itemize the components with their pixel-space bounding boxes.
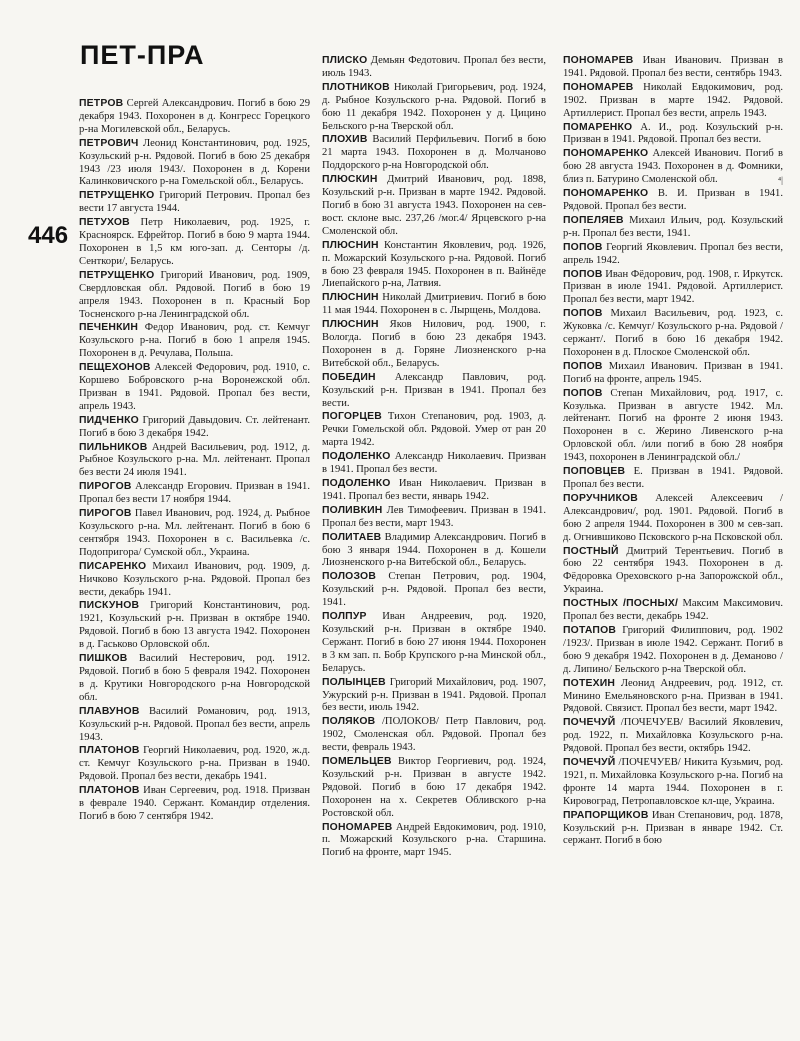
list-item xyxy=(563,757,783,809)
entry-text: Михаил Иванович. Призван в 1941. Погиб на фронте, апрель 1945. xyxy=(563,360,783,385)
entry-text: Лев Тимофеевич. Призван в 1941. Пропал без вести, март 1943. xyxy=(322,504,546,529)
entry-surname: ПОПОВ xyxy=(563,308,603,320)
entry-surname: ПОПОВ xyxy=(563,268,603,280)
entry-surname: ПОЛИТАЕВ xyxy=(322,531,382,543)
column-1 xyxy=(79,98,310,1041)
list-item xyxy=(563,361,783,387)
entry-surname: ПИДЧЕНКО xyxy=(79,414,139,426)
entry-surname: ПОПЕЛЯЕВ xyxy=(563,214,624,226)
list-item xyxy=(79,706,310,745)
entry-text: Иван Степанович, род. 1878, Козульский р-н. Призван в январе 1942. Ст. сержант. Погиб в бою xyxy=(563,809,783,847)
list-item xyxy=(79,190,310,216)
entry-text: Василий Перфильевич. Погиб в бою 21 марта 1943. Похоронен в д. Молчаново Поддорского р-на Новгородской обл. xyxy=(322,134,546,172)
entry-surname: ПЕТРОВИЧ xyxy=(79,137,139,149)
entry-text: Дмитрий Терентьевич. Погиб в бою 22 сентября 1943. Похоронен в д. Фёдоровка Ореховского р-на Запорожской обл., Украина. xyxy=(563,545,783,596)
list-item xyxy=(79,322,310,361)
entry-surname: ПИСАРЕНКО xyxy=(79,560,147,572)
entry-surname: ПОНОМАРЕВ xyxy=(563,55,634,66)
list-item xyxy=(563,148,783,187)
entry-text: Григорий Иванович, род. 1909, Свердловская обл. Рядовой. Погиб в бою 19 апреля 1943. Похоронен в п. Красный Бор Тосненского р-на Ленинградской обл. xyxy=(79,269,310,320)
list-item xyxy=(563,269,783,308)
list-item xyxy=(563,717,783,756)
entry-text: Степан Петрович, род. 1904, Козульский р-н. Рядовой. Пропал без вести, 1941. xyxy=(322,571,546,609)
list-item xyxy=(79,600,310,652)
entry-surname: ПЕТРУЩЕНКО xyxy=(79,190,155,202)
list-item xyxy=(563,546,783,598)
entry-surname: ПЕТУХОВ xyxy=(79,217,130,229)
entry-surname: ПОТАПОВ xyxy=(563,624,617,636)
entry-text: Павел Иванович, род. 1924, д. Рыбное Козульского р-на. Мл. лейтенант. Погиб в бою 6 сентября 1943. Похоронен в с. Васильевка /с. Подопригора/ Сумской обл., Украина. xyxy=(79,508,310,558)
entry-surname: ПОТЕХИН xyxy=(563,677,616,689)
entry-surname: ПИЛЬНИКОВ xyxy=(79,441,148,453)
entry-text: Михаил Васильевич, род. 1923, с. Жуковка /с. Кемчуг/ Козульского р-на. Рядовой /сержант/. Погиб в бою 16 декабря 1942. Похоронен в д. Плоское Смоленской обл. xyxy=(563,308,783,358)
list-item xyxy=(322,240,546,292)
entry-text: Александр Николаевич. Призван в 1941. Пропал без вести. xyxy=(322,451,546,476)
entry-text: Константин Яковлевич, род. 1926, п. Можарский Козульского р-на. Рядовой. Погиб в бою 23 февраля 1945. Похоронен в п. Вайнёде Лиепайского р-на, Латвия. xyxy=(322,239,546,290)
column-2 xyxy=(322,55,546,1041)
margin-marker: ⁴| xyxy=(778,175,783,185)
list-item xyxy=(322,319,546,371)
entry-surname: ПЕЧЕНКИН xyxy=(79,322,139,334)
entry-text: /ПОЛОКОВ/ Петр Павлович, род. 1902, Смоленская обл. Рядовой. Пропал без вести, февраль 1943. xyxy=(322,716,546,754)
entry-text: /ПОЧЕЧУЕВ/ Никита Кузьмич, род. 1921, п. Михайловка Козульского р-на. Погиб на фронте 14 марта 1944. Похоронен в г. Кировоград, Петропавловское кл-ще, Украина. xyxy=(563,757,783,807)
entry-surname: ПОНОМАРЕВ xyxy=(563,81,634,93)
entry-surname: ПОПОВ xyxy=(563,241,603,253)
list-item xyxy=(79,442,310,481)
entry-text: Николай Григорьевич, род. 1924, д. Рыбное Козульского р-на. Рядовой. Погиб в бою 11 декабря 1942. Похоронен у д. Цицино Бельского р-на Тверской обл. xyxy=(322,81,546,132)
list-item xyxy=(563,242,783,268)
list-item xyxy=(322,134,546,173)
entry-text: Демьян Федотович. Пропал без вести, июль 1943. xyxy=(322,55,546,79)
entry-text: Николай Дмитриевич. Погиб в бою 11 мая 1944. Похоронен в с. Лырщень, Молдова. xyxy=(322,292,546,317)
entry-text: Леонид Андреевич, род. 1912, ст. Минино Емельяновского р-на. Призван в 1941. Рядовой. Связист. Пропал без вести, март 1942. xyxy=(563,677,783,715)
entry-text: Григорий Давыдович. Ст. лейтенант. Погиб в бою 3 декабря 1942. xyxy=(79,414,310,439)
entry-surname: ПОНОМАРЕНКО xyxy=(563,148,649,160)
entry-text: Михаил Ильич, род. Козульский р-н. Пропал без вести, 1941. xyxy=(563,214,783,239)
entry-text: /ПОЧЕЧУЕВ/ Василий Яковлевич, род. 1922, п. Михайловка Козульского р-на. Рядовой. Пропал без вести, октябрь 1942. xyxy=(563,717,783,755)
entry-surname: ПОБЕДИН xyxy=(322,371,376,383)
page-number: 446 xyxy=(28,222,69,249)
entry-surname: ПОДОЛЕНКО xyxy=(322,451,391,463)
list-item xyxy=(322,677,546,716)
page-title: ПЕТ-ПРА xyxy=(80,40,205,70)
entry-surname: ПЕТРОВ xyxy=(79,98,124,109)
entry-surname: ПЛЮСНИН xyxy=(322,319,379,331)
list-item xyxy=(79,653,310,705)
entry-text: Виктор Георгиевич, род. 1924, Козульский р-н. Призван в августе 1942. Рядовой. Погиб в бою 17 декабря 1942. Похоронен на х. Секретев Обливского р-на Ростовской обл. xyxy=(322,756,546,819)
entry-text: Иван Фёдорович, род. 1908, г. Иркутск. Призван в июле 1941. Рядовой. Артиллерист. Пропал без вести, март 1942. xyxy=(563,268,783,306)
entry-surname: ПОЛЫНЦЕВ xyxy=(322,676,386,688)
entry-text: Е. Призван в 1941. Рядовой. Пропал без вести. xyxy=(563,466,783,490)
entry-surname: ПОЧЕЧУЙ xyxy=(563,757,616,769)
list-item xyxy=(563,598,783,624)
entry-surname: ПОПОВ xyxy=(563,360,603,372)
entry-surname: ПИРОГОВ xyxy=(79,481,132,493)
entry-text: Сергей Александрович. Погиб в бою 29 декабря 1943. Похоронен в д. Конгресс Горецкого р-на Могилевской обл., Беларусь. xyxy=(79,98,310,135)
entry-surname: ПОРУЧНИКОВ xyxy=(563,492,639,504)
entry-text: Максим Максимович. Пропал без вести, декабрь 1942. xyxy=(563,598,783,623)
entry-surname: ПОЧЕЧУЙ xyxy=(563,717,616,729)
list-item xyxy=(79,362,310,414)
list-item xyxy=(79,415,310,441)
entry-text: Тихон Степанович, род. 1903, д. Речки Гомельской обл. Рядовой. Умер от ран 20 марта 1942. xyxy=(322,411,546,449)
list-item xyxy=(79,785,310,824)
entry-text: Дмитрий Иванович, род. 1898, Козульский р-н. Призван в марте 1942. Рядовой. Погиб в бою 31 августа 1943. Похоронен на сев-вост. склоне выс. 237,26 /мог.4/ Ярцевского р-на Смоленской обл. xyxy=(322,174,546,237)
list-item xyxy=(322,174,546,239)
list-item xyxy=(79,508,310,560)
list-item xyxy=(563,55,783,81)
entry-surname: ПИШКОВ xyxy=(79,653,128,665)
list-item xyxy=(322,478,546,504)
list-item xyxy=(79,138,310,190)
entry-surname: ПЛОХИВ xyxy=(322,134,368,146)
list-item xyxy=(79,217,310,269)
list-item xyxy=(322,822,546,861)
entry-text: В. И. Призван в 1941. Рядовой. Пропал без вести. xyxy=(563,188,783,212)
entry-surname: ПОПОВ xyxy=(563,387,603,399)
entry-surname: ПРАПОРЩИКОВ xyxy=(563,809,649,821)
entry-text: Николай Евдокимович, род. 1902. Призван в марте 1942. Рядовой. Артиллерист. Пропал без вести, апрель 1943. xyxy=(563,81,783,119)
entry-text: Иван Иванович. Призван в 1941. Рядовой. Пропал без вести, сентябрь 1943. xyxy=(563,55,783,79)
entry-surname: ПОМАРЕНКО xyxy=(563,121,633,133)
list-item xyxy=(563,188,783,214)
entry-surname: ПОЛИВКИН xyxy=(322,504,383,516)
list-item xyxy=(322,756,546,821)
list-item xyxy=(79,98,310,137)
entry-surname: ПОЛЯКОВ xyxy=(322,716,376,728)
entry-text: Александр Павлович, род. Козульский р-н. Призван в 1941. Пропал без вести. xyxy=(322,371,546,409)
list-item xyxy=(79,270,310,322)
entry-surname: ПИСКУНОВ xyxy=(79,600,140,612)
entry-text: Иван Андреевич, род. 1920, Козульский р-н. Призван в октябре 1940. Сержант. Погиб в бою 27 июня 1944. Похоронен в 3 км зап. п. Бобр Крупского р-на Минской обл., Беларусь. xyxy=(322,611,546,674)
list-item xyxy=(563,122,783,148)
entry-text: Алексей Иванович. Погиб в бою 28 августа 1943. Похоронен в д. Фомники, близ п. Батурино Смоленской обл. xyxy=(563,148,783,186)
entry-text: Яков Нилович, род. 1900, г. Вологда. Погиб в бою 23 декабря 1943. Похоронен в д. Горяне Лиозненского р-на Витебской обл., Беларусь. xyxy=(322,319,546,369)
entry-surname: ПОЛПУР xyxy=(322,611,367,623)
list-item xyxy=(322,292,546,318)
entry-surname: ПИРОГОВ xyxy=(79,508,132,520)
entry-surname: ПОСТНЫЙ xyxy=(563,545,619,557)
entry-text: Иван Сергеевич, род. 1918. Призван в феврале 1940. Сержант. Командир отделения. Погиб в бою 7 сентября 1942. xyxy=(79,785,310,822)
entry-text: Петр Николаевич, род. 1925, г. Красноярск. Ефрейтор. Погиб в бою 9 марта 1944. Похоронен в 1,5 км юго-зап. д. Сенторы /д. Сенткори/, Беларусь. xyxy=(79,217,310,267)
entry-surname: ПОНОМАРЕНКО xyxy=(563,188,649,200)
entry-surname: ПОГОРЦЕВ xyxy=(322,411,382,423)
entry-text: А. И., род. Козульский р-н. Призван в 1941. Рядовой. Пропал без вести. xyxy=(563,121,783,146)
list-item xyxy=(322,82,546,134)
list-item xyxy=(322,571,546,610)
entry-text: Андрей Васильевич, род. 1912, д. Рыбное Козульского р-на. Мл. лейтенант. Пропал без вести 24 июля 1941. xyxy=(79,441,310,479)
list-item xyxy=(322,611,546,676)
list-item xyxy=(322,716,546,755)
list-item xyxy=(563,308,783,360)
list-item xyxy=(563,388,783,465)
list-item xyxy=(322,532,546,571)
list-item xyxy=(563,493,783,545)
list-item xyxy=(322,372,546,411)
entry-text: Владимир Александрович. Погиб в бою 3 января 1944. Похоронен в д. Кошели Лиозненского р-на Витебской обл., Беларусь. xyxy=(322,531,546,569)
entry-text: Степан Михайлович, род. 1917, с. Козулька. Призван в августе 1942. Мл. лейтенант. Погиб на фронте 2 июня 1943. Похоронен в с. Жерино Ливенского р-на Орловской обл. /или погиб в бою 28 ноября 1943, похоронен в Ленинградской обл./ xyxy=(563,387,783,464)
entry-surname: ПЛАТОНОВ xyxy=(79,745,140,757)
list-item xyxy=(322,55,546,81)
list-item xyxy=(563,215,783,241)
entry-text: Василий Нестерович, род. 1912. Рядовой. Погиб в бою 5 февраля 1942. Похоронен в д. Крутики Новгородского р-на Новгородской обл. xyxy=(79,653,310,703)
entry-surname: ПОДОЛЕНКО xyxy=(322,478,391,489)
list-item xyxy=(563,625,783,677)
entry-text: Георгий Яковлевич. Пропал без вести, апрель 1942. xyxy=(563,241,783,266)
entry-surname: ПОЛОЗОВ xyxy=(322,571,377,583)
entry-surname: ПЛОТНИКОВ xyxy=(322,81,390,93)
entry-surname: ПЛЮСНИН xyxy=(322,239,379,251)
entry-text: Алексей Федорович, род. 1910, с. Коршево Бобровского р-на Воронежской обл. Призван в 1941. Рядовой. Пропал без вести, апрель 1943. xyxy=(79,362,310,412)
entry-text: Иван Николаевич. Призван в 1941. Пропал без вести, январь 1942. xyxy=(322,478,546,502)
entry-text: Андрей Евдокимович, род. 1910, п. Можарский Козульского р-на. Старшина. Погиб на фронте, март 1945. xyxy=(322,821,546,859)
list-item xyxy=(322,451,546,477)
entry-surname: ПЛЮСКИН xyxy=(322,174,378,186)
entry-text: Григорий Константинович, род. 1921, Козульский р-н. Призван в октябре 1940. Рядовой. Погиб в бою 13 августа 1942. Похоронен в д. Гаськово Орловской обл. xyxy=(79,600,310,651)
entry-surname: ПОМЕЛЬЦЕВ xyxy=(322,756,392,768)
list-item xyxy=(79,561,310,600)
entry-text: Григорий Михайлович, род. 1907, Ужурский р-н. Призван в 1941. Рядовой. Пропал без вести, июль 1942. xyxy=(322,676,546,714)
entry-surname: ПЛЮСНИН xyxy=(322,292,379,304)
entry-text: Федор Иванович, род. ст. Кемчуг Козульского р-на. Погиб в бою 1 апреля 1945. Похоронен в д. Речулава, Польша. xyxy=(79,322,310,360)
entry-surname: ПОНОМАРЕВ xyxy=(322,821,393,833)
entry-text: Георгий Николаевич, род. 1920, ж.д. ст. Кемчуг Козульского р-на. Призван в 1940. Рядовой. Пропал без вести, декабрь 1941. xyxy=(79,745,310,783)
entry-surname: ПОСТНЫХ /ПОСНЫХ/ xyxy=(563,598,679,610)
entry-text: Григорий Филиппович, род. 1902 /1923/. Призван в июле 1942. Сержант. Погиб в бою 9 декабря 1942. Похоронен в д. Деманово /д. Липино/ Бельского р-на Тверской обл. xyxy=(563,624,783,675)
list-item xyxy=(563,466,783,492)
list-item xyxy=(79,745,310,784)
column-3 xyxy=(563,55,783,1041)
entry-text: Григорий Петрович. Пропал без вести 17 августа 1944. xyxy=(79,190,310,215)
entry-text: Леонид Константинович, род. 1925, Козульский р-н. Рядовой. Погиб в бою 25 декабря 1943 /23 июля 1943/. Похоронен в д. Корени Калинковичского р-на Гомельской обл., Беларусь. xyxy=(79,137,310,188)
entry-surname: ПОПОВЦЕВ xyxy=(563,466,626,478)
entry-surname: ПЛИСКО xyxy=(322,55,368,66)
list-item xyxy=(563,810,783,849)
list-item xyxy=(79,481,310,507)
entry-surname: ПЕЩЕХОНОВ xyxy=(79,362,151,374)
entry-surname: ПЕТРУЩЕНКО xyxy=(79,269,155,281)
entry-text: Василий Романович, род. 1913, Козульский р-н. Рядовой. Пропал без вести, апрель 1943. xyxy=(79,705,310,743)
entry-text: Михаил Иванович, род. 1909, д. Ничково Козульского р-на. Рядовой. Пропал без вести, декабрь 1941. xyxy=(79,560,310,598)
list-item xyxy=(563,678,783,717)
list-item xyxy=(563,82,783,121)
entry-surname: ПЛАВУНОВ xyxy=(79,705,140,717)
entry-text: Александр Егорович. Призван в 1941. Пропал без вести 17 ноября 1944. xyxy=(79,481,310,506)
list-item xyxy=(322,505,546,531)
entry-surname: ПЛАТОНОВ xyxy=(79,785,140,797)
entry-text: Алексей Алексеевич /Александрович/, род. 1901. Рядовой. Погиб в бою 2 апреля 1944. Похоронен в 300 м сев-зап. д. Огнившиково Псковского р-на Псковской обл. xyxy=(563,492,783,543)
list-item xyxy=(322,411,546,450)
